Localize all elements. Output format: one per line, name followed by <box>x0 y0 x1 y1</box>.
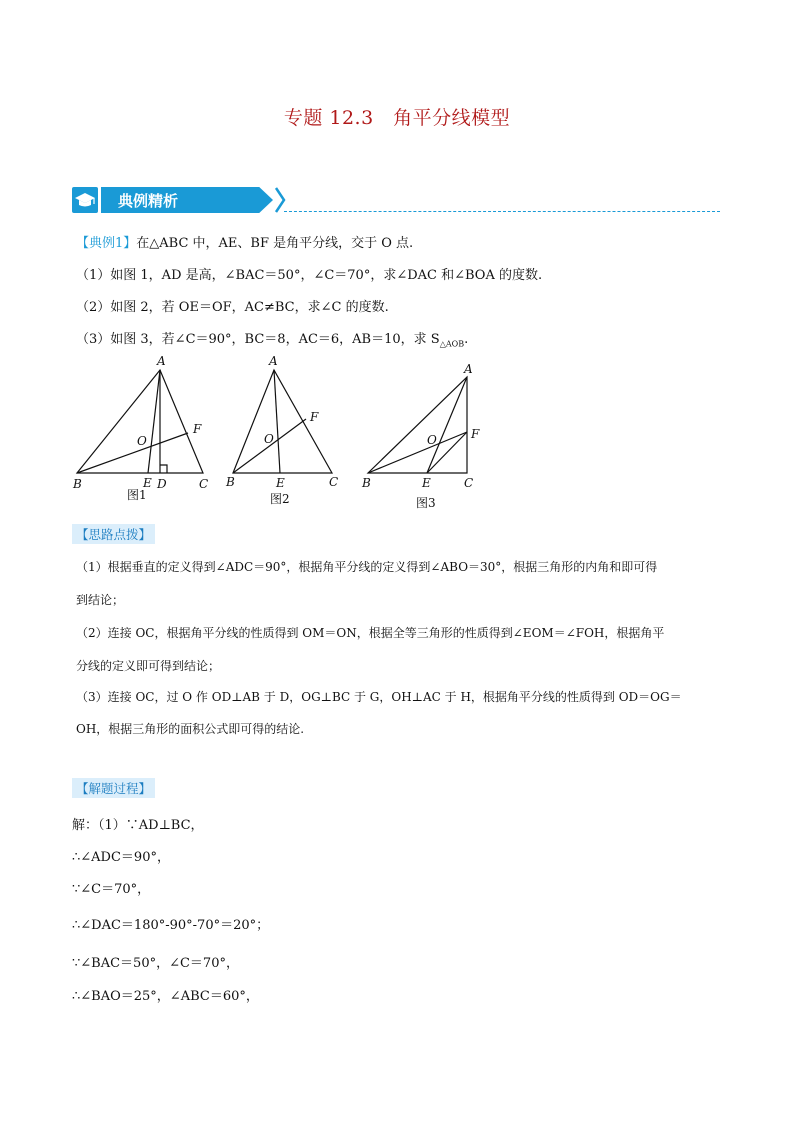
figure-3 <box>368 377 467 473</box>
fig2-label-c: C <box>329 475 339 489</box>
solution-line-4: ∴∠DAC＝180°-90°-70°＝20°； <box>72 918 270 933</box>
fig1-caption: 图1 <box>127 488 147 502</box>
graduation-cap-icon <box>72 187 98 213</box>
fig3-label-a: A <box>464 362 473 376</box>
fig2-label-e: E <box>276 476 285 490</box>
solution-line-1: 解：（1）∵AD⊥BC， <box>72 818 204 833</box>
fig1-label-b: B <box>73 477 82 491</box>
hint-3-line-2: OH，根据三角形的面积公式即可得的结论. <box>76 722 305 736</box>
fig1-label-e: E <box>143 476 152 490</box>
fig3-label-o: O <box>427 433 437 447</box>
solution-label: 【解题过程】 <box>72 778 155 798</box>
fig3-caption: 图3 <box>416 496 436 510</box>
fig1-label-d: D <box>157 477 167 491</box>
fig2-label-f: F <box>310 410 319 424</box>
question-3-subscript: △AOB <box>439 339 465 349</box>
hint-2-line-1: （2）连接 OC，根据角平分线的性质得到 OM＝ON，根据全等三角形的性质得到∠EOM＝∠FOH，根据角平 <box>76 626 665 640</box>
fig1-label-a: A <box>157 354 166 368</box>
fig1-label-o: O <box>137 434 147 448</box>
solution-line-2: ∴∠ADC＝90°， <box>72 850 170 865</box>
triangle-figures <box>70 353 490 513</box>
example-intro <box>76 232 413 251</box>
chevron-right-icon <box>274 187 286 213</box>
hint-3-line-1: （3）连接 OC，过 O 作 OD⊥AB 于 D，OG⊥BC 于 G，OH⊥AC 于 H，根据角平分线的性质得到 OD＝OG＝ <box>76 690 682 704</box>
fig1-label-c: C <box>199 477 209 491</box>
fig3-label-c: C <box>464 476 474 490</box>
solution-line-6: ∴∠BAO＝25°，∠ABC＝60°， <box>72 989 259 1004</box>
hints-label: 【思路点拨】 <box>72 524 155 544</box>
fig2-label-b: B <box>226 475 235 489</box>
banner-label: 典例精析 <box>118 192 179 210</box>
fig2-label-a: A <box>269 354 278 368</box>
figure-1 <box>77 370 203 473</box>
question-3 <box>76 328 468 349</box>
question-3-end: . <box>464 332 469 347</box>
solution-line-3: ∵∠C＝70°， <box>72 882 151 897</box>
section-banner <box>72 186 720 216</box>
example-tag: 【典例1】 <box>76 236 137 251</box>
fig3-label-f: F <box>471 427 480 441</box>
fig1-label-f: F <box>193 422 202 436</box>
banner-divider <box>284 211 720 212</box>
question-2: （2）如图 2，若 OE＝OF，AC≠BC，求∠C 的度数. <box>76 300 389 315</box>
fig2-caption: 图2 <box>270 492 290 506</box>
hint-2-line-2: 分线的定义即可得到结论； <box>76 659 221 673</box>
question-1: （1）如图 1，AD 是高，∠BAC＝50°，∠C＝70°，求∠DAC 和∠BOA 的度数. <box>76 268 543 283</box>
solution-line-5: ∵∠BAC＝50°，∠C＝70°， <box>72 956 239 971</box>
fig3-label-b: B <box>362 476 371 490</box>
page-title: 专题 12.3 角平分线模型 <box>283 107 511 129</box>
question-3-text: （3）如图 3，若∠C＝90°，BC＝8，AC＝6，AB＝10，求 S <box>76 332 440 347</box>
fig2-label-o: O <box>264 432 274 446</box>
hint-1-line-2: 到结论； <box>76 593 125 607</box>
hint-1-line-1: （1）根据垂直的定义得到∠ADC＝90°，根据角平分线的定义得到∠ABO＝30°，根据三角形的内角和即可得 <box>76 560 658 574</box>
example-intro-text: 在△ABC 中，AE、BF 是角平分线，交于 O 点. <box>136 236 414 251</box>
fig3-label-e: E <box>422 476 431 490</box>
